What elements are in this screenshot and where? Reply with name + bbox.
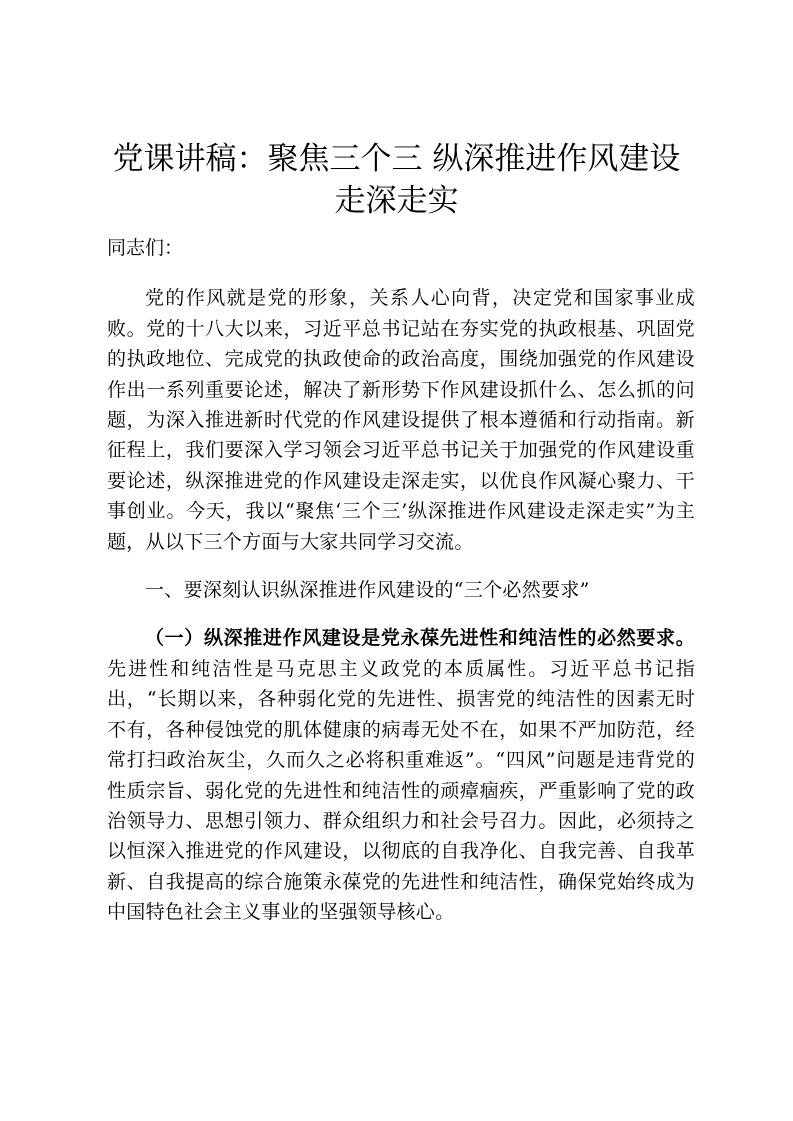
subsection-text: 先进性和纯洁性是马克思主义政党的本质属性。习近平总书记指出，“长期以来，各种弱化党的先进性、损害党的纯洁性的因素无时不有，各种侵蚀党的肌体健康的病毒无处不在，如果不严加防范，经常打扫政治灰尘，久而久之必将积重难返”。“四风”问题是违背党的性质宗旨、弱化党的先进性和纯洁性的顽瘴痼疾，严重影响了党的政治领导力、思想引领力、群众组织力和社会号召力。因此，必须持之以恒深入推进党的作风建设，以彻底的自我净化、自我完善、自我革新、自我提高的综合施策永葆党的先进性和纯洁性，确保党始终成为中国特色社会主义事业的坚强领导核心。 <box>107 657 695 924</box>
document-title: 党课讲稿：聚焦三个三 纵深推进作风建设走深走实 <box>112 141 681 219</box>
salutation: 同志们： <box>107 237 184 259</box>
paragraph-subsection-1 <box>107 623 695 927</box>
subsection-lead: （一）纵深推进作风建设是党永葆先进性和纯洁性的必然要求。 <box>145 627 695 650</box>
paragraph-intro: 党的作风就是党的形象，关系人心向背，决定党和国家事业成败。党的十八大以来，习近平总书记站在夯实党的执政根基、巩固党的执政地位、完成党的执政使命的政治高度，围绕加强党的作风建设作出一系列重要论述，解决了新形势下作风建设抓什么、怎么抓的问题，为深入推进新时代党的作风建设提供了根本遵循和行动指南。新征程上，我们要深入学习领会习近平总书记关于加强党的作风建设重要论述，纵深推进党的作风建设走深走实，以优良作风凝心聚力、干事创业。今天，我以“聚焦‘三个三’纵深推进作风建设走深走实”为主题，从以下三个方面与大家共同学习交流。 <box>107 287 695 553</box>
section-heading-1: 一、要深刻认识纵深推进作风建设的“三个必然要求” <box>145 579 590 602</box>
document-body <box>107 233 695 928</box>
